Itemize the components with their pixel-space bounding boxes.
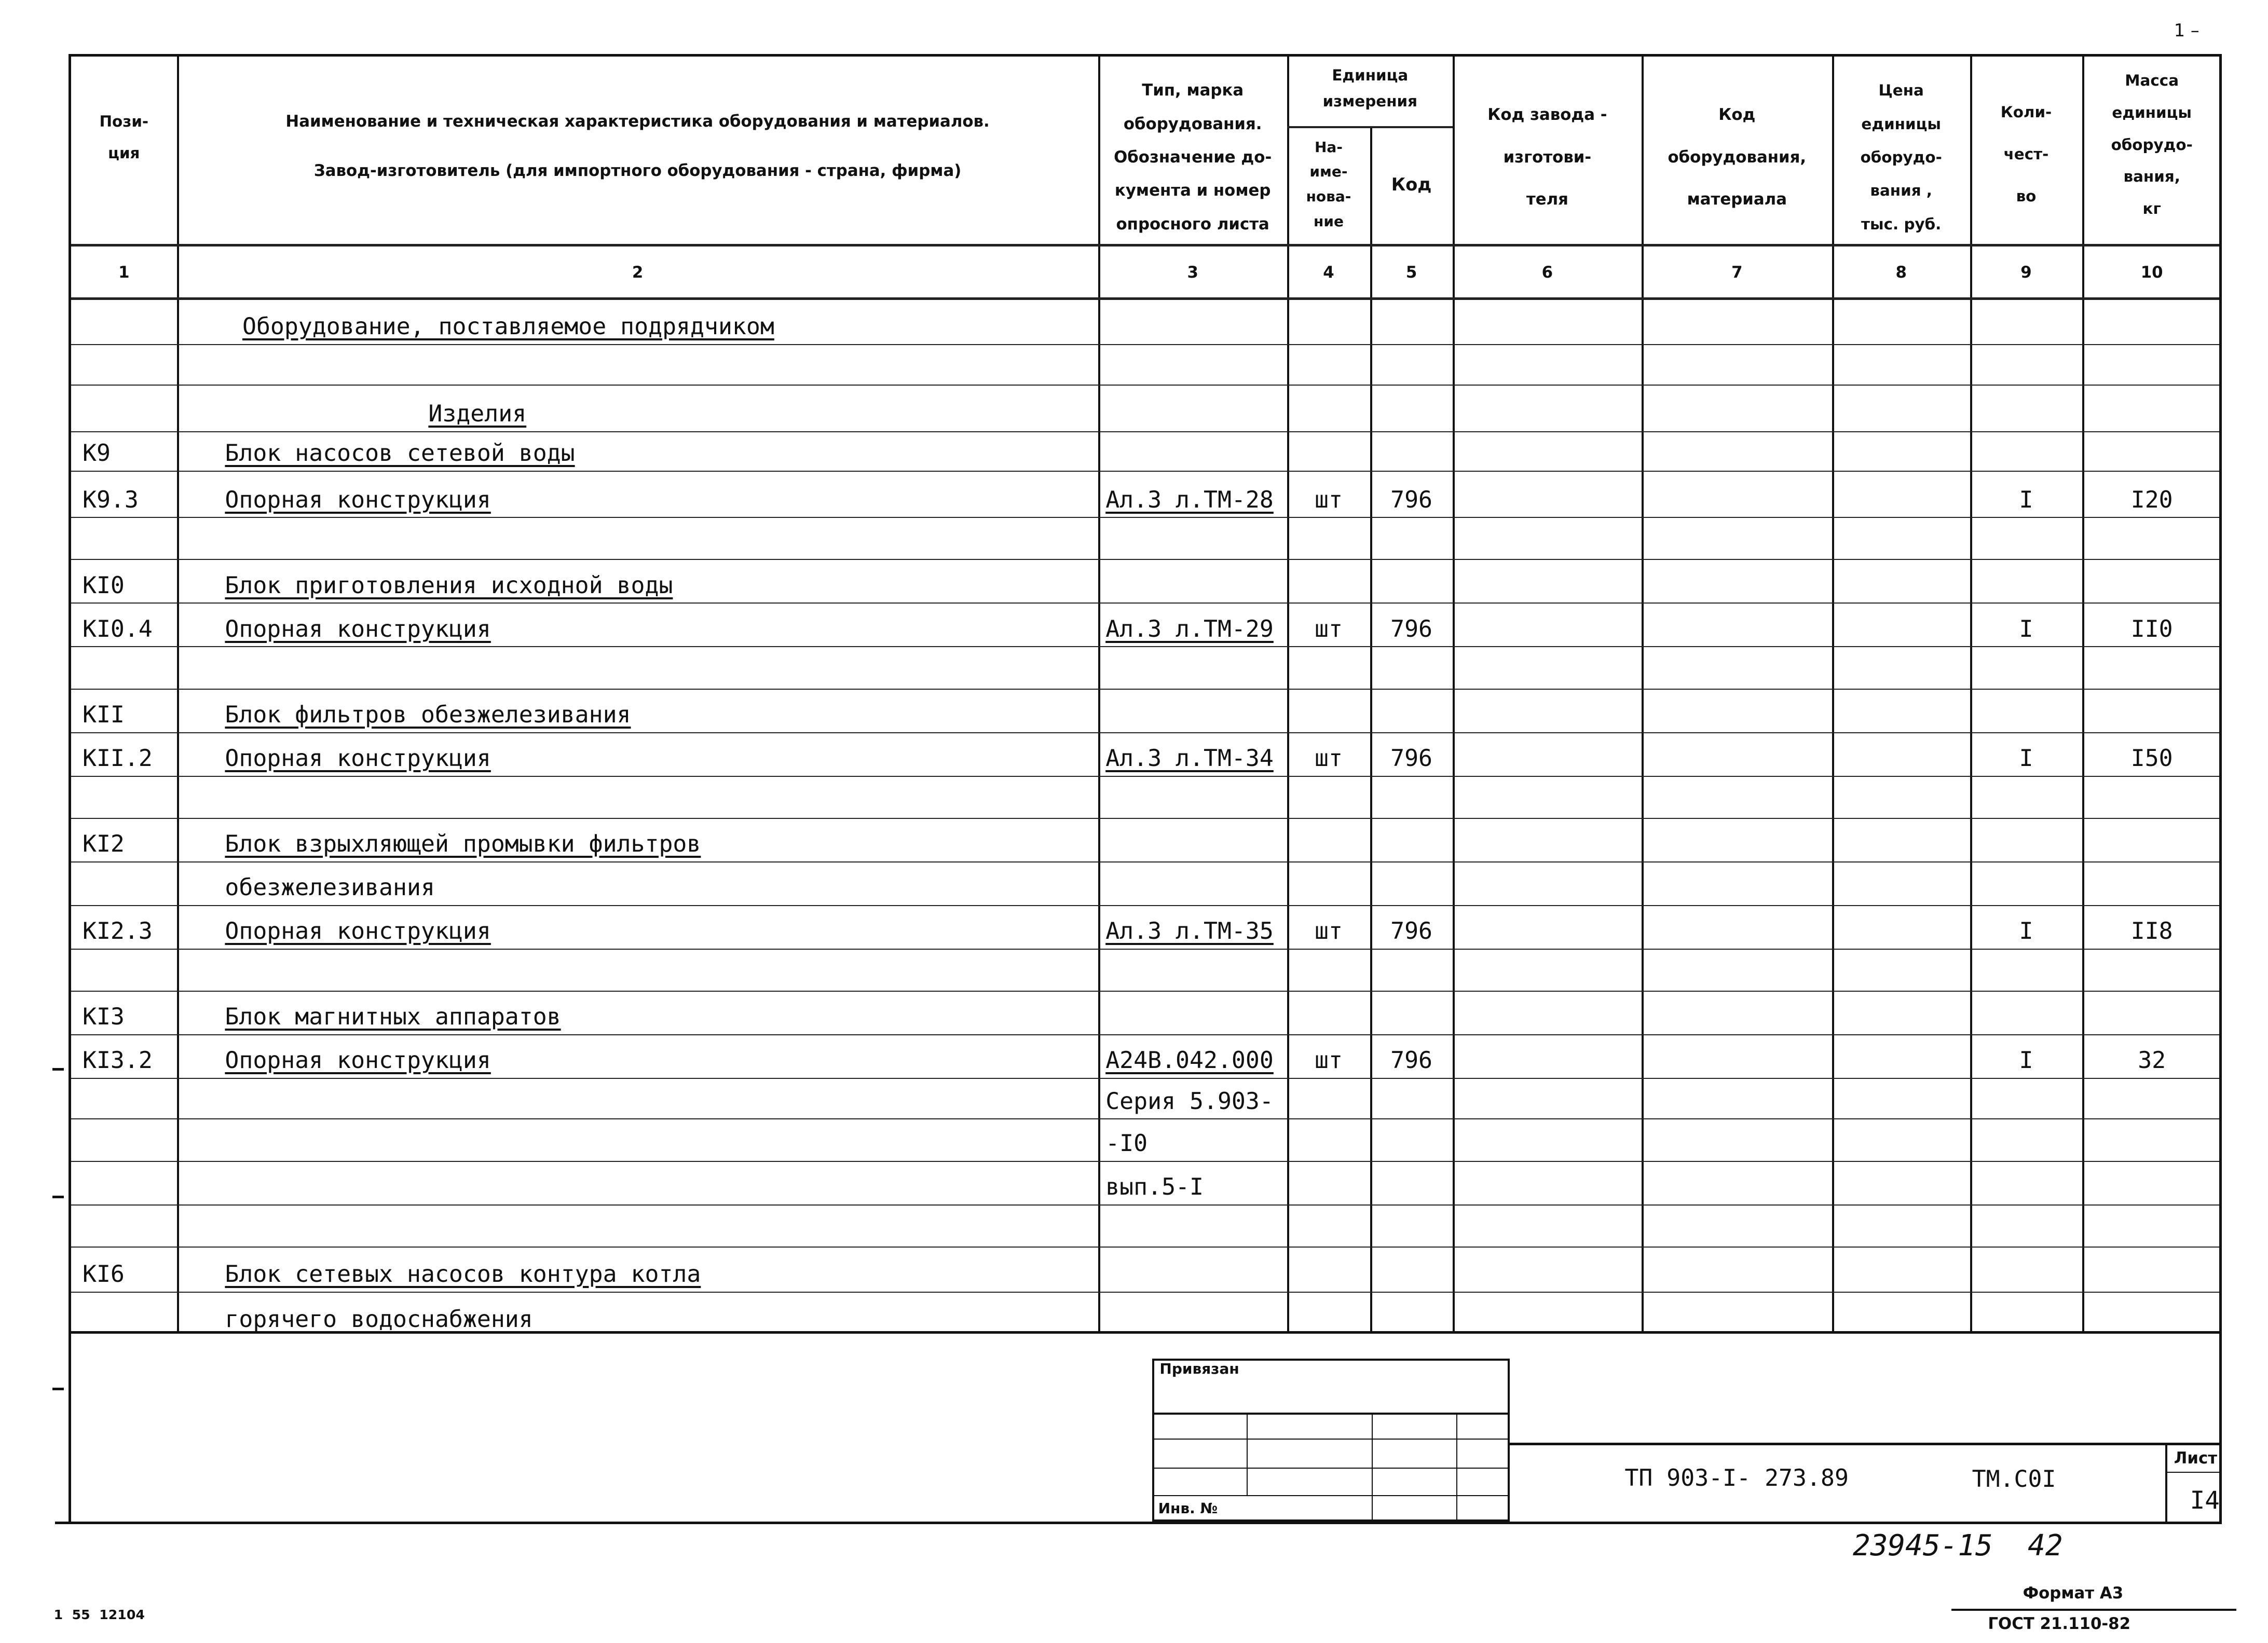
table-row xyxy=(71,732,2220,776)
cell-name: Блок приготовления исходной воды xyxy=(225,571,673,599)
header-quantity: Коли- чест- во xyxy=(2000,103,2052,206)
table-row xyxy=(71,517,2220,559)
col-number: 1 xyxy=(118,263,130,282)
title-block xyxy=(69,1334,2222,1523)
sheet-number: I4 xyxy=(2190,1486,2220,1515)
table-row xyxy=(71,344,2220,385)
cell-code: 796 xyxy=(1390,614,1433,642)
table-row xyxy=(71,1161,2220,1204)
cell-unit: шт xyxy=(1315,1046,1343,1074)
cell-code: 796 xyxy=(1390,744,1433,772)
cell-code: 796 xyxy=(1390,485,1433,513)
cell-unit: шт xyxy=(1315,485,1343,513)
col-number: 4 xyxy=(1323,263,1334,282)
table-row xyxy=(71,1034,2220,1078)
cell-mass: II0 xyxy=(2130,614,2173,642)
cell-name: Опорная конструкция xyxy=(225,1046,491,1074)
cell-name: Опорная конструкция xyxy=(225,614,491,642)
table-row xyxy=(71,1078,2220,1118)
table-row xyxy=(71,1204,2220,1247)
gost-label: ГОСТ 21.110-82 xyxy=(1988,1614,2131,1633)
cell-unit: шт xyxy=(1315,917,1343,945)
cell-name: Блок насосов сетевой воды xyxy=(225,439,575,467)
header-mass: Масса единицы оборудо- вания, кг xyxy=(2111,72,2193,217)
table-row xyxy=(71,818,2220,861)
cell-pos: КII xyxy=(82,701,125,728)
corner-mark: 1 – xyxy=(2174,20,2199,41)
cell-unit: шт xyxy=(1315,614,1343,642)
cell-pos: К9.3 xyxy=(82,485,139,513)
col-number: 8 xyxy=(1895,263,1907,282)
sheet-label: Лист xyxy=(2174,1448,2218,1468)
cell-name: Опорная конструкция xyxy=(225,917,491,945)
header-position: Пози- ция xyxy=(99,112,149,162)
col-number: 3 xyxy=(1187,263,1198,282)
cell-code: 796 xyxy=(1390,917,1433,945)
header-name: Наименование и техническая характеристика оборудования и материалов. Завод-изготовитель (для импортного оборудования - страна, фирма) xyxy=(285,112,990,181)
header-unit-name: На- име- нова- ние xyxy=(1306,138,1351,230)
table-row xyxy=(71,603,2220,646)
cell-mass: 32 xyxy=(2138,1046,2166,1074)
document-code: ТП 903-I- 273.89 xyxy=(1624,1463,1849,1491)
cell-name: Оборудование, поставляемое подрядчиком xyxy=(242,312,774,340)
cell-mass: I50 xyxy=(2130,744,2173,772)
cell-code: 796 xyxy=(1390,1046,1433,1074)
cell-pos: КI2 xyxy=(82,830,125,858)
cell-type: -I0 xyxy=(1105,1129,1148,1157)
table-row xyxy=(71,1247,2220,1292)
inventory-number-label: Инв. № xyxy=(1158,1499,1218,1517)
col-number: 9 xyxy=(2020,263,2032,282)
cell-name: Блок магнитных аппаратов xyxy=(225,1003,561,1031)
table-row xyxy=(71,1118,2220,1160)
cell-pos: КI0.4 xyxy=(82,614,153,642)
cell-mass: II8 xyxy=(2130,917,2173,945)
table-row xyxy=(71,1292,2220,1337)
cell-pos: КII.2 xyxy=(82,744,153,772)
cell-name: Изделия xyxy=(428,400,527,428)
table-row xyxy=(71,559,2220,603)
cell-pos: КI3.2 xyxy=(82,1046,153,1074)
table-row xyxy=(71,646,2220,688)
col-number: 6 xyxy=(1541,263,1553,282)
cell-name: Блок сетевых насосов контура котла xyxy=(225,1259,701,1288)
cell-name: Опорная конструкция xyxy=(225,485,491,513)
table-row xyxy=(71,431,2220,471)
header-unit-code: Код xyxy=(1391,174,1432,195)
col-number: 7 xyxy=(1731,263,1743,282)
cell-type: Ал.3 л.ТМ-28 xyxy=(1105,485,1274,513)
cell-qty: I xyxy=(2019,614,2033,642)
cell-qty: I xyxy=(2019,485,2033,513)
header-factory-code: Код завода - изготови- теля xyxy=(1487,105,1607,209)
format-label: Формат А3 xyxy=(2023,1584,2124,1603)
cell-pos: КI0 xyxy=(82,571,125,599)
table-row xyxy=(71,471,2220,517)
col-number: 2 xyxy=(632,263,644,282)
col-number: 5 xyxy=(1405,263,1417,282)
document-mark: ТМ.С0I xyxy=(1972,1465,2056,1493)
cell-type: А24В.042.000 xyxy=(1105,1046,1274,1074)
specification-table xyxy=(69,54,2222,1334)
table-row xyxy=(71,689,2220,732)
handwritten-number: 23945-15 42 xyxy=(1853,1528,2063,1563)
header-price: Цена единицы оборудо- вания , тыс. руб. xyxy=(1860,81,1942,233)
cell-type: Ал.3 л.ТМ-29 xyxy=(1105,614,1274,642)
header-type: Тип, марка оборудования. Обозначение до- кумента и номер опросного листа xyxy=(1114,81,1272,234)
header-equipment-code: Код оборудования, материала xyxy=(1668,105,1807,209)
cell-qty: I xyxy=(2019,1046,2033,1074)
cell-type: вып.5-I xyxy=(1105,1173,1204,1200)
table-row xyxy=(71,991,2220,1034)
cell-mass: I20 xyxy=(2130,485,2173,513)
inventory-footer: 1 55 12104 xyxy=(53,1607,145,1622)
cell-name: обезжелезивания xyxy=(225,873,435,901)
cell-type: Серия 5.903- xyxy=(1105,1087,1274,1115)
cell-pos: КI2.3 xyxy=(82,917,153,945)
cell-pos: К9 xyxy=(82,439,111,467)
table-row xyxy=(71,905,2220,949)
header-unit-group: Единица измерения xyxy=(1322,66,1417,111)
privyazan-label: Привязан xyxy=(1159,1360,1239,1377)
cell-pos: КI6 xyxy=(82,1259,125,1288)
table-row xyxy=(71,949,2220,991)
cell-name: Блок взрыхляющей промывки фильтров xyxy=(225,830,701,858)
cell-qty: I xyxy=(2019,917,2033,945)
table-row xyxy=(71,861,2220,905)
cell-pos: КI3 xyxy=(82,1003,125,1031)
table-row xyxy=(71,776,2220,818)
table-row xyxy=(71,297,2220,344)
cell-qty: I xyxy=(2019,744,2033,772)
cell-name: горячего водоснабжения xyxy=(225,1305,533,1333)
table-row xyxy=(71,385,2220,431)
cell-name: Опорная конструкция xyxy=(225,744,491,772)
cell-unit: шт xyxy=(1315,744,1343,772)
cell-type: Ал.3 л.ТМ-35 xyxy=(1105,917,1274,945)
col-number: 10 xyxy=(2140,263,2163,282)
cell-name: Блок фильтров обезжелезивания xyxy=(225,701,631,728)
cell-type: Ал.3 л.ТМ-34 xyxy=(1105,744,1274,772)
